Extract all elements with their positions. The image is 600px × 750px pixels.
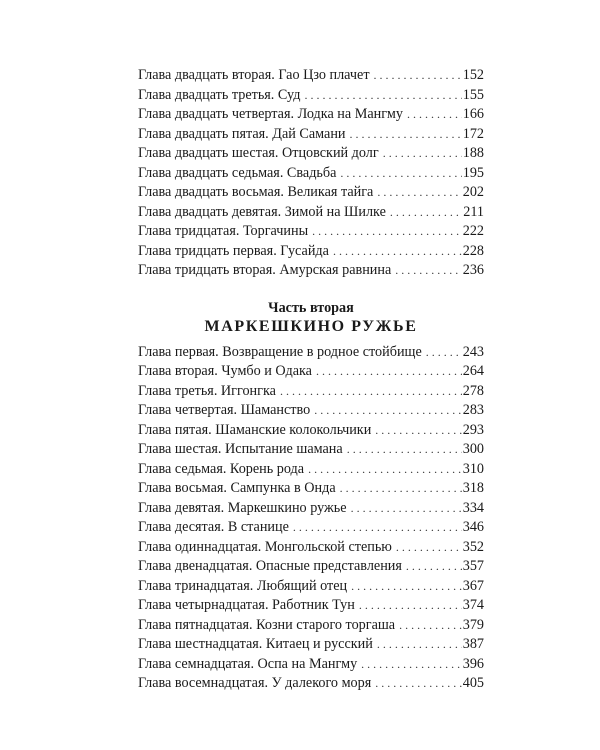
toc-entry-title: Глава двадцать девятая. Зимой на Шилке [138,203,386,220]
toc-entry-title: Глава пятая. Шаманские колокольчики [138,421,372,438]
toc-entry-page-number: 195 [462,164,484,181]
toc-entry-page-number: 264 [462,363,484,379]
toc-dot-leader [377,183,461,203]
toc-entry-title: Глава шестая. Испытание шамана [138,441,343,457]
toc-dot-leader [347,440,462,460]
toc-dot-leader [361,655,462,675]
toc-entry[interactable] [138,421,484,441]
toc-dot-leader [280,382,462,402]
toc-entry[interactable] [138,382,484,402]
toc-entry[interactable] [138,343,484,363]
toc-entry-page-number: 334 [462,499,484,516]
toc-entry-page-number: 188 [462,145,484,161]
toc-entry-title: Глава двадцать шестая. Отцовский долг [138,145,379,161]
toc-entry-page-number: 152 [462,67,484,83]
table-of-contents-page [138,66,484,694]
toc-entry-title: Глава семнадцатая. Оспа на Мангму [138,655,358,672]
toc-dot-leader [333,242,462,262]
toc-entry-title: Глава первая. Возвращение в родное стойбище [138,343,422,360]
toc-entry-title: Глава шестнадцатая. Китаец и русский [138,636,373,652]
toc-entry[interactable] [138,557,484,577]
toc-dot-leader [406,557,462,577]
toc-entry-page-number: 367 [462,577,484,594]
toc-entry[interactable] [138,362,484,382]
toc-dot-leader [316,362,462,382]
toc-entry-title: Глава двадцать четвертая. Лодка на Мангму [138,106,403,122]
toc-entry-title: Глава четырнадцатая. Работник Тун [138,597,355,613]
toc-entry-page-number: 374 [462,597,484,613]
toc-entry[interactable] [138,242,484,262]
toc-entry-page-number: 172 [462,125,484,142]
toc-entry-page-number: 202 [462,184,484,200]
toc-dot-leader [340,164,461,184]
toc-dot-leader [312,222,462,242]
toc-dot-leader [350,125,462,145]
toc-entry[interactable] [138,261,484,281]
toc-dot-leader [399,616,462,636]
toc-entry[interactable] [138,635,484,655]
toc-entry-title: Глава седьмая. Корень рода [138,460,305,477]
toc-entry[interactable] [138,479,484,499]
toc-entry-title: Глава десятая. В станице [138,519,289,535]
toc-entry-title: Глава двенадцатая. Опасные представления [138,558,402,574]
toc-entry[interactable] [138,440,484,460]
toc-entry[interactable] [138,596,484,616]
toc-entry-title: Глава вторая. Чумбо и Одака [138,363,312,379]
toc-entry[interactable] [138,401,484,421]
toc-dot-leader [351,499,462,519]
part-label: Часть вторая [268,299,354,316]
toc-entry[interactable] [138,203,484,223]
toc-entry-title: Глава восьмая. Сампунка в Онда [138,480,336,496]
toc-dot-leader [375,421,461,441]
toc-dot-leader [383,144,462,164]
toc-entry-page-number: 379 [462,616,484,633]
toc-entry-title: Глава одиннадцатая. Монгольской степью [138,538,392,555]
toc-dot-leader [304,86,461,106]
toc-entry[interactable] [138,86,484,106]
toc-entry-title: Глава двадцать третья. Суд [138,86,301,103]
toc-entry-page-number: 211 [463,203,484,220]
toc-entry-title: Глава тридцатая. Торгачины [138,223,309,239]
toc-entry-page-number: 283 [462,402,484,418]
toc-entry[interactable] [138,183,484,203]
toc-entry-page-number: 357 [462,558,484,574]
toc-entry-title: Глава тринадцатая. Любящий отец [138,577,348,594]
toc-dot-leader [314,401,462,421]
toc-entry-page-number: 155 [462,86,484,103]
toc-dot-leader [374,66,462,86]
toc-dot-leader [407,105,462,125]
toc-entry[interactable] [138,144,484,164]
toc-entry-page-number: 352 [462,538,484,555]
toc-entry-title: Глава пятнадцатая. Козни старого торгаша [138,616,396,633]
toc-entry[interactable] [138,577,484,597]
toc-entry-page-number: 346 [462,519,484,535]
toc-entry-page-number: 300 [462,441,484,457]
toc-dot-leader [390,203,462,223]
toc-entry-title: Глава двадцать пятая. Дай Самани [138,125,346,142]
toc-dot-leader [396,538,462,558]
toc-entry[interactable] [138,538,484,558]
toc-list-part-one-continued [138,66,484,281]
toc-entry-title: Глава тридцать первая. Гусайда [138,242,329,259]
toc-entry[interactable] [138,460,484,480]
toc-entry-title: Глава четвертая. Шаманство [138,402,311,418]
toc-entry-page-number: 166 [462,106,484,122]
toc-entry-page-number: 278 [462,382,484,399]
toc-entry-page-number: 293 [462,421,484,438]
toc-entry-title: Глава третья. Иггонгка [138,382,276,399]
toc-dot-leader [293,518,462,538]
toc-entry-title: Глава двадцать седьмая. Свадьба [138,164,337,181]
toc-entry[interactable] [138,518,484,538]
toc-entry-page-number: 318 [462,480,484,496]
toc-entry-page-number: 236 [462,262,484,278]
toc-entry-page-number: 405 [462,675,484,691]
toc-entry[interactable] [138,105,484,125]
toc-entry-page-number: 222 [462,223,484,239]
toc-entry[interactable] [138,222,484,242]
toc-entry-page-number: 243 [462,343,484,360]
toc-dot-leader [377,635,462,655]
toc-dot-leader [375,674,461,694]
toc-entry[interactable] [138,164,484,184]
toc-entry-title: Глава тридцать вторая. Амурская равнина [138,262,392,278]
toc-entry[interactable] [138,125,484,145]
toc-entry[interactable] [138,66,484,86]
part-title: МАРКЕШКИНО РУЖЬЕ [204,317,418,335]
toc-dot-leader [359,596,462,616]
toc-dot-leader [426,343,462,363]
toc-entry-title: Глава девятая. Маркешкино ружье [138,499,347,516]
toc-entry-page-number: 310 [462,460,484,477]
toc-dot-leader [308,460,462,480]
toc-entry[interactable] [138,674,484,694]
toc-entry[interactable] [138,655,484,675]
toc-dot-leader [340,479,462,499]
toc-entry[interactable] [138,499,484,519]
toc-entry-page-number: 387 [462,636,484,652]
toc-dot-leader [351,577,462,597]
toc-dot-leader [395,261,461,281]
part-header [138,299,484,337]
toc-entry-title: Глава двадцать вторая. Гао Цзо плачет [138,67,370,83]
toc-entry-title: Глава восемнадцатая. У далекого моря [138,675,372,691]
toc-entry-title: Глава двадцать восьмая. Великая тайга [138,184,374,200]
toc-entry[interactable] [138,616,484,636]
toc-list-part-two [138,343,484,694]
toc-entry-page-number: 396 [462,655,484,672]
toc-entry-page-number: 228 [462,242,484,259]
